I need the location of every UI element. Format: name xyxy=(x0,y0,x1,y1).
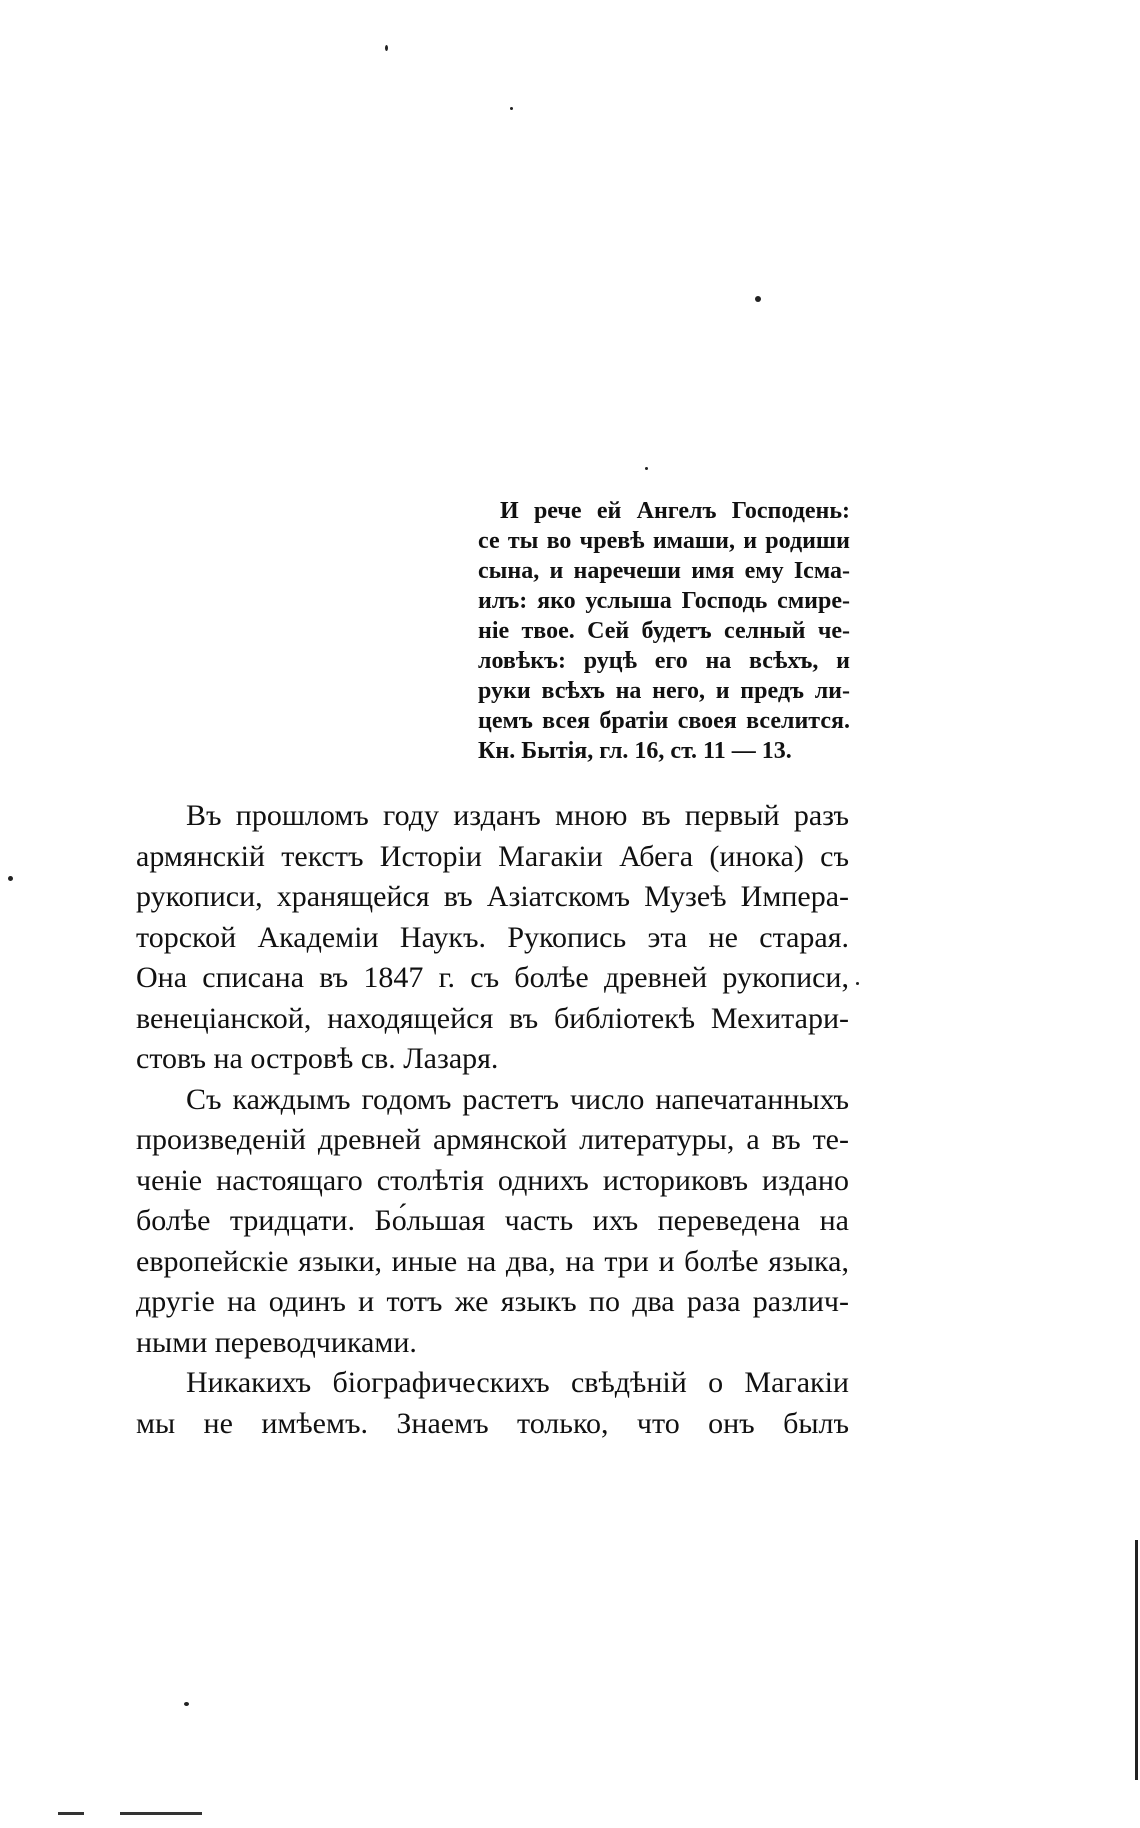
body-line: европейскіе языки, иные на два, на три и болѣе языка, xyxy=(136,1244,849,1278)
epigraph-line: сына, и наречеши имя ему Ісма- xyxy=(478,558,850,584)
body-line: произведеній древней армянской литературы, а въ те- xyxy=(136,1123,849,1156)
body-line: Она списана въ 1847 г. съ болѣе древней рукописи, xyxy=(136,961,849,994)
body-line: стовъ на островѣ св. Лазаря. xyxy=(136,1042,499,1075)
body-line: мы не имѣемъ. Знаемъ только, что онъ былъ xyxy=(136,1406,849,1440)
body-line: Съ каждымъ годомъ растетъ число напечатанныхъ xyxy=(186,1082,849,1116)
scan-speck xyxy=(856,982,859,985)
epigraph-line: руки всѣхъ на него, и предъ ли- xyxy=(478,678,850,704)
binding-edge-shadow xyxy=(1135,1540,1138,1780)
epigraph-line: ніе твое. Сей будетъ селный че- xyxy=(478,618,850,644)
scan-speck xyxy=(755,296,761,302)
epigraph-citation: Кн. Бытія, гл. 16, ст. 11 — 13. xyxy=(478,738,792,764)
epigraph-line: И рече ей Ангелъ Господень: xyxy=(500,498,850,524)
body-line: другіе на одинъ и тотъ же языкъ по два раза различ- xyxy=(136,1285,849,1318)
body-line: рукописи, хранящейся въ Азіатскомъ Музеѣ Импера- xyxy=(136,880,849,913)
scan-edge-mark xyxy=(120,1812,202,1815)
body-line: Въ прошломъ году изданъ мною въ первый разъ xyxy=(186,799,849,832)
body-text xyxy=(136,796,849,1444)
body-line: венеціанской, находящейся въ библіотекѣ Мехитари- xyxy=(136,1001,849,1035)
scan-speck xyxy=(645,467,648,470)
body-line: ными переводчиками. xyxy=(136,1325,417,1359)
epigraph-line: ловѣкъ: руцѣ его на всѣхъ, и xyxy=(478,648,850,674)
epigraph xyxy=(478,496,850,766)
scan-edge-mark xyxy=(58,1812,84,1815)
body-line: ченіе настоящаго столѣтія однихъ историковъ издано xyxy=(136,1163,849,1197)
scan-speck xyxy=(8,876,13,881)
body-line: торской Академіи Наукъ. Рукопись эта не старая. xyxy=(136,920,849,954)
epigraph-line: илъ: яко услыша Господь смире- xyxy=(478,588,850,614)
body-line: армянскій текстъ Исторіи Магакіи Абега (инока) съ xyxy=(136,839,849,873)
scan-speck xyxy=(184,1702,189,1706)
scan-speck xyxy=(510,107,513,110)
body-line: болѣе тридцати. Бо́льшая часть ихъ переведена на xyxy=(136,1204,849,1237)
body-line: Никакихъ біографическихъ свѣдѣній о Магакіи xyxy=(186,1366,849,1399)
epigraph-line: цемъ всея братіи своея вселится. xyxy=(478,708,850,734)
epigraph-line: се ты во чревѣ имаши, и родиши xyxy=(478,528,850,554)
scan-speck xyxy=(385,45,388,51)
